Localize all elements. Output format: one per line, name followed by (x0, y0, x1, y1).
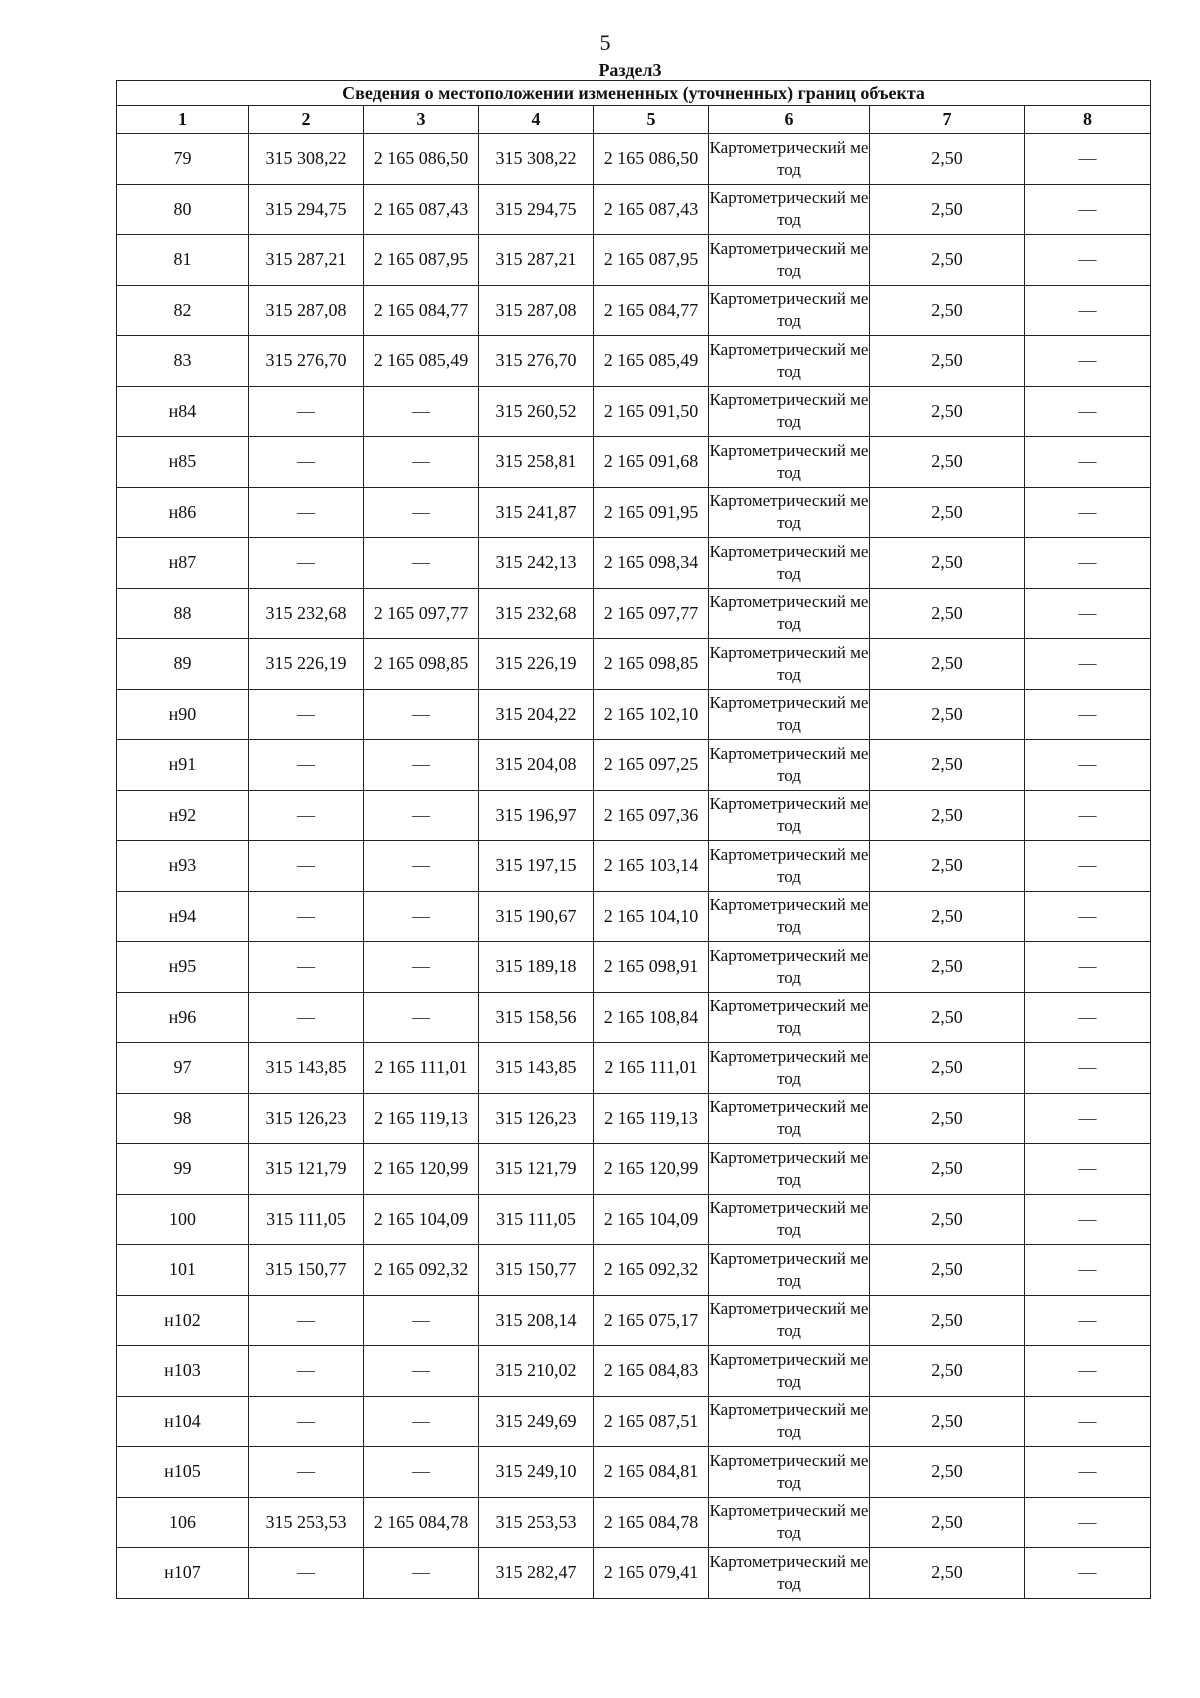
x-old-cell: — (249, 538, 364, 589)
accuracy-cell: 2,50 (870, 235, 1025, 286)
x-old-cell: — (249, 1396, 364, 1447)
x-new-cell: 315 308,22 (479, 134, 594, 185)
note-cell: — (1025, 588, 1151, 639)
note-cell: — (1025, 689, 1151, 740)
y-old-cell: 2 165 097,77 (364, 588, 479, 639)
note-cell: — (1025, 942, 1151, 993)
x-old-cell: — (249, 437, 364, 488)
x-new-cell: 315 232,68 (479, 588, 594, 639)
y-old-cell: 2 165 120,99 (364, 1144, 479, 1195)
column-number-3: 3 (364, 106, 479, 134)
table-row (117, 1548, 1151, 1599)
table-row (117, 891, 1151, 942)
point-name-cell: н90 (117, 689, 249, 740)
method-cell: Картометрический метод (709, 639, 870, 690)
table-row (117, 1194, 1151, 1245)
y-new-cell: 2 165 091,50 (594, 386, 709, 437)
method-cell: Картометрический метод (709, 1245, 870, 1296)
y-new-cell: 2 165 098,85 (594, 639, 709, 690)
y-new-cell: 2 165 120,99 (594, 1144, 709, 1195)
y-old-cell: 2 165 086,50 (364, 134, 479, 185)
x-new-cell: 315 260,52 (479, 386, 594, 437)
table-row (117, 538, 1151, 589)
x-new-cell: 315 287,21 (479, 235, 594, 286)
accuracy-cell: 2,50 (870, 1194, 1025, 1245)
accuracy-cell: 2,50 (870, 639, 1025, 690)
x-new-cell: 315 294,75 (479, 184, 594, 235)
y-new-cell: 2 165 084,78 (594, 1497, 709, 1548)
y-old-cell: 2 165 087,43 (364, 184, 479, 235)
point-name-cell: 98 (117, 1093, 249, 1144)
y-new-cell: 2 165 092,32 (594, 1245, 709, 1296)
note-cell: — (1025, 1194, 1151, 1245)
x-old-cell: — (249, 487, 364, 538)
method-cell: Картометрический метод (709, 487, 870, 538)
column-number-row (117, 106, 1151, 134)
point-name-cell: н96 (117, 992, 249, 1043)
method-cell: Картометрический метод (709, 1093, 870, 1144)
y-new-cell: 2 165 091,68 (594, 437, 709, 488)
method-cell: Картометрический метод (709, 1194, 870, 1245)
accuracy-cell: 2,50 (870, 1093, 1025, 1144)
method-cell: Картометрический метод (709, 1548, 870, 1599)
accuracy-cell: 2,50 (870, 1043, 1025, 1094)
x-old-cell: 315 143,85 (249, 1043, 364, 1094)
y-old-cell: — (364, 942, 479, 993)
y-old-cell: 2 165 092,32 (364, 1245, 479, 1296)
y-old-cell: — (364, 1447, 479, 1498)
table-row (117, 235, 1151, 286)
point-name-cell: 81 (117, 235, 249, 286)
accuracy-cell: 2,50 (870, 1295, 1025, 1346)
y-old-cell: — (364, 841, 479, 892)
note-cell: — (1025, 1144, 1151, 1195)
y-old-cell: 2 165 087,95 (364, 235, 479, 286)
accuracy-cell: 2,50 (870, 1548, 1025, 1599)
method-cell: Картометрический метод (709, 891, 870, 942)
x-new-cell: 315 253,53 (479, 1497, 594, 1548)
x-new-cell: 315 208,14 (479, 1295, 594, 1346)
table-row (117, 790, 1151, 841)
x-new-cell: 315 226,19 (479, 639, 594, 690)
note-cell: — (1025, 1548, 1151, 1599)
table-row (117, 942, 1151, 993)
note-cell: — (1025, 740, 1151, 791)
y-new-cell: 2 165 091,95 (594, 487, 709, 538)
x-new-cell: 315 121,79 (479, 1144, 594, 1195)
x-new-cell: 315 204,22 (479, 689, 594, 740)
method-cell: Картометрический метод (709, 1346, 870, 1397)
note-cell: — (1025, 1497, 1151, 1548)
point-name-cell: 99 (117, 1144, 249, 1195)
y-new-cell: 2 165 103,14 (594, 841, 709, 892)
section-title: Раздел3 (598, 60, 662, 80)
y-old-cell: — (364, 386, 479, 437)
accuracy-cell: 2,50 (870, 1245, 1025, 1296)
method-cell: Картометрический метод (709, 1295, 870, 1346)
y-new-cell: 2 165 108,84 (594, 992, 709, 1043)
accuracy-cell: 2,50 (870, 336, 1025, 387)
point-name-cell: н84 (117, 386, 249, 437)
method-cell: Картометрический метод (709, 184, 870, 235)
table-row (117, 134, 1151, 185)
x-new-cell: 315 258,81 (479, 437, 594, 488)
y-new-cell: 2 165 097,25 (594, 740, 709, 791)
note-cell: — (1025, 1346, 1151, 1397)
y-new-cell: 2 165 087,51 (594, 1396, 709, 1447)
y-new-cell: 2 165 097,77 (594, 588, 709, 639)
table-row (117, 740, 1151, 791)
point-name-cell: н86 (117, 487, 249, 538)
x-old-cell: 315 226,19 (249, 639, 364, 690)
x-old-cell: 315 276,70 (249, 336, 364, 387)
note-cell: — (1025, 790, 1151, 841)
accuracy-cell: 2,50 (870, 942, 1025, 993)
point-name-cell: 80 (117, 184, 249, 235)
y-old-cell: 2 165 111,01 (364, 1043, 479, 1094)
y-old-cell: — (364, 487, 479, 538)
method-cell: Картометрический метод (709, 841, 870, 892)
x-old-cell: — (249, 386, 364, 437)
x-old-cell: 315 287,08 (249, 285, 364, 336)
table-row (117, 336, 1151, 387)
point-name-cell: н104 (117, 1396, 249, 1447)
x-old-cell: — (249, 841, 364, 892)
y-new-cell: 2 165 087,95 (594, 235, 709, 286)
note-cell: — (1025, 1447, 1151, 1498)
x-old-cell: 315 287,21 (249, 235, 364, 286)
column-number-8: 8 (1025, 106, 1151, 134)
table-row (117, 1447, 1151, 1498)
point-name-cell: н105 (117, 1447, 249, 1498)
method-cell: Картометрический метод (709, 1144, 870, 1195)
table-row (117, 1144, 1151, 1195)
x-new-cell: 315 249,69 (479, 1396, 594, 1447)
point-name-cell: 97 (117, 1043, 249, 1094)
note-cell: — (1025, 235, 1151, 286)
point-name-cell: 79 (117, 134, 249, 185)
y-old-cell: — (364, 740, 479, 791)
x-old-cell: — (249, 689, 364, 740)
table-row (117, 689, 1151, 740)
point-name-cell: н103 (117, 1346, 249, 1397)
table-row (117, 992, 1151, 1043)
column-number-4: 4 (479, 106, 594, 134)
y-new-cell: 2 165 084,81 (594, 1447, 709, 1498)
method-cell: Картометрический метод (709, 1447, 870, 1498)
x-new-cell: 315 150,77 (479, 1245, 594, 1296)
page-number: 5 (599, 30, 611, 55)
y-new-cell: 2 165 102,10 (594, 689, 709, 740)
accuracy-cell: 2,50 (870, 1447, 1025, 1498)
table-row (117, 639, 1151, 690)
note-cell: — (1025, 1396, 1151, 1447)
table-row (117, 437, 1151, 488)
column-number-6: 6 (709, 106, 870, 134)
point-name-cell: 106 (117, 1497, 249, 1548)
x-old-cell: — (249, 942, 364, 993)
y-new-cell: 2 165 098,34 (594, 538, 709, 589)
table-row (117, 1396, 1151, 1447)
table-caption: Сведения о местоположении измененных (уточненных) границ объекта (117, 81, 1151, 106)
accuracy-cell: 2,50 (870, 1144, 1025, 1195)
note-cell: — (1025, 184, 1151, 235)
note-cell: — (1025, 992, 1151, 1043)
y-new-cell: 2 165 085,49 (594, 336, 709, 387)
x-old-cell: 315 308,22 (249, 134, 364, 185)
x-old-cell: 315 253,53 (249, 1497, 364, 1548)
method-cell: Картометрический метод (709, 689, 870, 740)
note-cell: — (1025, 487, 1151, 538)
accuracy-cell: 2,50 (870, 487, 1025, 538)
accuracy-cell: 2,50 (870, 134, 1025, 185)
point-name-cell: 89 (117, 639, 249, 690)
accuracy-cell: 2,50 (870, 841, 1025, 892)
y-new-cell: 2 165 098,91 (594, 942, 709, 993)
point-name-cell: н93 (117, 841, 249, 892)
table-row (117, 285, 1151, 336)
point-name-cell: н85 (117, 437, 249, 488)
point-name-cell: 83 (117, 336, 249, 387)
accuracy-cell: 2,50 (870, 538, 1025, 589)
boundary-coordinates-table (116, 80, 1151, 1599)
y-old-cell: 2 165 084,77 (364, 285, 479, 336)
x-old-cell: — (249, 790, 364, 841)
accuracy-cell: 2,50 (870, 790, 1025, 841)
method-cell: Картометрический метод (709, 790, 870, 841)
accuracy-cell: 2,50 (870, 437, 1025, 488)
x-new-cell: 315 241,87 (479, 487, 594, 538)
accuracy-cell: 2,50 (870, 588, 1025, 639)
note-cell: — (1025, 538, 1151, 589)
x-new-cell: 315 276,70 (479, 336, 594, 387)
accuracy-cell: 2,50 (870, 740, 1025, 791)
point-name-cell: н92 (117, 790, 249, 841)
y-new-cell: 2 165 104,09 (594, 1194, 709, 1245)
y-old-cell: — (364, 1396, 479, 1447)
y-new-cell: 2 165 104,10 (594, 891, 709, 942)
y-new-cell: 2 165 111,01 (594, 1043, 709, 1094)
y-old-cell: — (364, 1295, 479, 1346)
x-new-cell: 315 111,05 (479, 1194, 594, 1245)
x-old-cell: 315 232,68 (249, 588, 364, 639)
method-cell: Картометрический метод (709, 992, 870, 1043)
x-old-cell: — (249, 1346, 364, 1397)
x-old-cell: — (249, 1447, 364, 1498)
note-cell: — (1025, 841, 1151, 892)
point-name-cell: 88 (117, 588, 249, 639)
method-cell: Картометрический метод (709, 1396, 870, 1447)
x-old-cell: — (249, 992, 364, 1043)
note-cell: — (1025, 336, 1151, 387)
point-name-cell: 100 (117, 1194, 249, 1245)
x-old-cell: — (249, 1548, 364, 1599)
point-name-cell: н94 (117, 891, 249, 942)
y-old-cell: — (364, 891, 479, 942)
y-old-cell: 2 165 104,09 (364, 1194, 479, 1245)
accuracy-cell: 2,50 (870, 891, 1025, 942)
y-new-cell: 2 165 119,13 (594, 1093, 709, 1144)
x-new-cell: 315 242,13 (479, 538, 594, 589)
x-new-cell: 315 282,47 (479, 1548, 594, 1599)
point-name-cell: н87 (117, 538, 249, 589)
y-old-cell: 2 165 084,78 (364, 1497, 479, 1548)
y-old-cell: 2 165 085,49 (364, 336, 479, 387)
method-cell: Картометрический метод (709, 538, 870, 589)
method-cell: Картометрический метод (709, 588, 870, 639)
column-number-1: 1 (117, 106, 249, 134)
method-cell: Картометрический метод (709, 285, 870, 336)
table-row (117, 1346, 1151, 1397)
x-old-cell: 315 126,23 (249, 1093, 364, 1144)
accuracy-cell: 2,50 (870, 992, 1025, 1043)
accuracy-cell: 2,50 (870, 386, 1025, 437)
x-new-cell: 315 126,23 (479, 1093, 594, 1144)
method-cell: Картометрический метод (709, 134, 870, 185)
x-old-cell: — (249, 891, 364, 942)
column-number-2: 2 (249, 106, 364, 134)
table-row (117, 1245, 1151, 1296)
y-old-cell: — (364, 992, 479, 1043)
point-name-cell: н102 (117, 1295, 249, 1346)
column-number-7: 7 (870, 106, 1025, 134)
x-new-cell: 315 287,08 (479, 285, 594, 336)
note-cell: — (1025, 285, 1151, 336)
method-cell: Картометрический метод (709, 235, 870, 286)
x-new-cell: 315 210,02 (479, 1346, 594, 1397)
table-row (117, 386, 1151, 437)
method-cell: Картометрический метод (709, 1497, 870, 1548)
table-row (117, 841, 1151, 892)
y-old-cell: — (364, 790, 479, 841)
accuracy-cell: 2,50 (870, 1497, 1025, 1548)
x-old-cell: — (249, 1295, 364, 1346)
point-name-cell: н107 (117, 1548, 249, 1599)
table-body (117, 134, 1151, 1599)
accuracy-cell: 2,50 (870, 1346, 1025, 1397)
y-old-cell: — (364, 689, 479, 740)
y-new-cell: 2 165 097,36 (594, 790, 709, 841)
method-cell: Картометрический метод (709, 942, 870, 993)
y-old-cell: — (364, 437, 479, 488)
note-cell: — (1025, 891, 1151, 942)
method-cell: Картометрический метод (709, 437, 870, 488)
table-row (117, 1497, 1151, 1548)
accuracy-cell: 2,50 (870, 184, 1025, 235)
y-new-cell: 2 165 084,83 (594, 1346, 709, 1397)
x-new-cell: 315 143,85 (479, 1043, 594, 1094)
x-new-cell: 315 190,67 (479, 891, 594, 942)
note-cell: — (1025, 386, 1151, 437)
point-name-cell: 82 (117, 285, 249, 336)
note-cell: — (1025, 1295, 1151, 1346)
table-row (117, 1043, 1151, 1094)
method-cell: Картометрический метод (709, 740, 870, 791)
y-new-cell: 2 165 087,43 (594, 184, 709, 235)
note-cell: — (1025, 1245, 1151, 1296)
x-new-cell: 315 204,08 (479, 740, 594, 791)
y-old-cell: 2 165 098,85 (364, 639, 479, 690)
y-old-cell: — (364, 1346, 479, 1397)
x-old-cell: 315 111,05 (249, 1194, 364, 1245)
y-old-cell: 2 165 119,13 (364, 1093, 479, 1144)
accuracy-cell: 2,50 (870, 1396, 1025, 1447)
y-new-cell: 2 165 086,50 (594, 134, 709, 185)
point-name-cell: н95 (117, 942, 249, 993)
x-new-cell: 315 196,97 (479, 790, 594, 841)
y-new-cell: 2 165 079,41 (594, 1548, 709, 1599)
table-row (117, 1295, 1151, 1346)
table-row (117, 487, 1151, 538)
note-cell: — (1025, 639, 1151, 690)
column-number-5: 5 (594, 106, 709, 134)
accuracy-cell: 2,50 (870, 689, 1025, 740)
method-cell: Картометрический метод (709, 386, 870, 437)
table-row (117, 1093, 1151, 1144)
point-name-cell: н91 (117, 740, 249, 791)
y-old-cell: — (364, 1548, 479, 1599)
x-new-cell: 315 189,18 (479, 942, 594, 993)
y-new-cell: 2 165 084,77 (594, 285, 709, 336)
x-new-cell: 315 249,10 (479, 1447, 594, 1498)
x-new-cell: 315 197,15 (479, 841, 594, 892)
accuracy-cell: 2,50 (870, 285, 1025, 336)
note-cell: — (1025, 437, 1151, 488)
table-row (117, 184, 1151, 235)
method-cell: Картометрический метод (709, 336, 870, 387)
y-old-cell: — (364, 538, 479, 589)
x-new-cell: 315 158,56 (479, 992, 594, 1043)
table-row (117, 588, 1151, 639)
method-cell: Картометрический метод (709, 1043, 870, 1094)
note-cell: — (1025, 1093, 1151, 1144)
point-name-cell: 101 (117, 1245, 249, 1296)
note-cell: — (1025, 134, 1151, 185)
x-old-cell: — (249, 740, 364, 791)
x-old-cell: 315 121,79 (249, 1144, 364, 1195)
y-new-cell: 2 165 075,17 (594, 1295, 709, 1346)
x-old-cell: 315 150,77 (249, 1245, 364, 1296)
x-old-cell: 315 294,75 (249, 184, 364, 235)
note-cell: — (1025, 1043, 1151, 1094)
